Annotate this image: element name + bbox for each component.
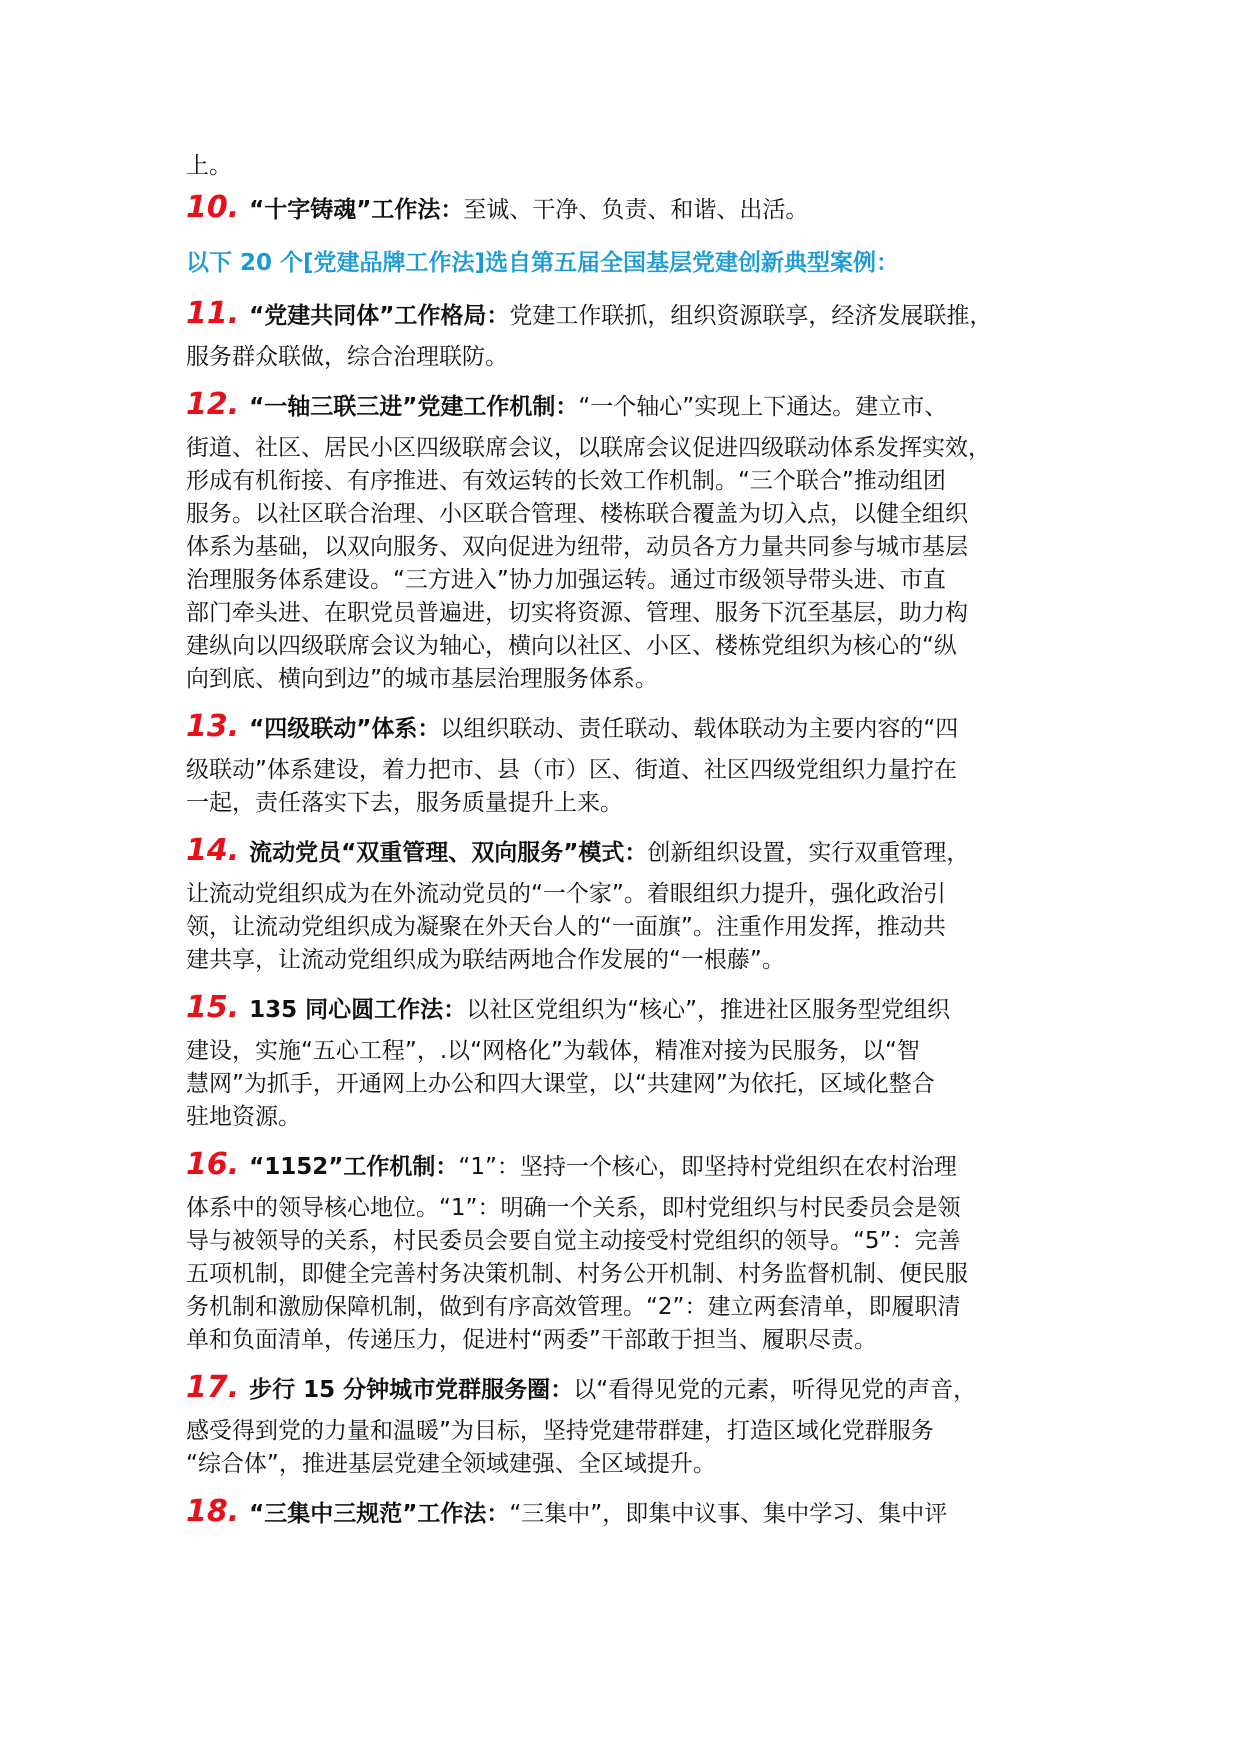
item-colon: ： (435, 1154, 459, 1180)
item-text-line: 形成有机衔接、有序推进、有效运转的长效工作机制。“三个联合”推动组团 (186, 468, 946, 494)
item-colon: ： (440, 197, 464, 223)
item-text-line: 部门牵头进、在职党员普遍进，切实将资源、管理、服务下沉至基层，助力构 (186, 600, 968, 626)
item-heading (186, 1140, 1062, 1192)
item-heading (186, 1363, 1062, 1415)
item-number: 16. (186, 1147, 240, 1182)
list-item-16 (186, 1140, 1062, 1357)
item-heading (186, 826, 1062, 878)
item-text-first-line: “三集中”，即集中议事、集中学习、集中评 (509, 1501, 948, 1527)
list-item-14 (186, 826, 1062, 977)
item-title: “一轴三联三进”党建工作机制 (249, 394, 556, 420)
item-colon: ： (443, 997, 467, 1023)
item-title: “1152”工作机制 (249, 1154, 436, 1180)
item-text-line: 感受得到党的力量和温暖”为目标，坚持党建带群建，打造区域化党群服务 (186, 1418, 934, 1444)
section-intro: 以下 20 个[党建品牌工作法]选自第五届全国基层党建创新典型案例： (186, 250, 900, 276)
item-text-line: 导与被领导的关系，村民委员会要自觉主动接受村党组织的领导。“5”：完善 (186, 1228, 961, 1254)
item-number: 15. (186, 990, 240, 1025)
item-text-first-line: 党建工作联抓，组织资源联享，经济发展联推， (509, 303, 993, 329)
item-heading (186, 702, 1062, 754)
item-colon: ： (550, 1377, 574, 1403)
item-text-line: 建纵向以四级联席会议为轴心，横向以社区、小区、楼栋党组织为核心的“纵 (186, 633, 957, 659)
item-title: “三集中三规范”工作法 (249, 1501, 487, 1527)
item-colon: ： (555, 394, 579, 420)
item-colon: ： (486, 1501, 510, 1527)
item-colon: ： (486, 303, 510, 329)
list-item-15 (186, 983, 1062, 1134)
item-text-line: 单和负面清单，传递压力，促进村“两委”干部敢于担当、履职尽责。 (186, 1327, 877, 1353)
item-title: “党建共同体”工作格局 (249, 303, 487, 329)
item-number: 11. (186, 296, 240, 331)
item-body (186, 1415, 1062, 1481)
item-text-first-line: 以组织联动、责任联动、载体联动为主要内容的“四 (440, 716, 959, 742)
item-text-line: 向到底、横向到边”的城市基层治理服务体系。 (186, 666, 658, 692)
item-title: 步行 15 分钟城市党群服务圈 (249, 1377, 551, 1403)
list-item-18 (186, 1487, 1062, 1539)
item-text-line: 街道、社区、居民小区四级联席会议，以联席会议促进四级联动体系发挥实效， (186, 435, 991, 461)
list-item-11 (186, 289, 1062, 374)
item-text-line: 务机制和激励保障机制，做到有序高效管理。“2”：建立两套清单，即履职清 (186, 1294, 961, 1320)
item-number: 13. (186, 709, 240, 744)
item-number: 17. (186, 1370, 240, 1405)
item-text-first-line: 以“看得见党的元素，听得见党的声音， (573, 1377, 977, 1403)
item-number: 12. (186, 387, 240, 422)
item-text-line: 治理服务体系建设。“三方进入”协力加强运转。通过市级领导带头进、市直 (186, 567, 946, 593)
item-text-line: 一起，责任落实下去，服务质量提升上来。 (186, 790, 623, 816)
item-number: 18. (186, 1494, 240, 1529)
item-title: 135 同心圆工作法 (249, 997, 444, 1023)
item-heading (186, 289, 1062, 341)
item-text-line: 级联动”体系建设，着力把市、县（市）区、街道、社区四级党组织力量拧在 (186, 757, 957, 783)
item-text-line: 驻地资源。 (186, 1104, 301, 1130)
continuation-fragment: 上。 (186, 153, 232, 179)
item-body (186, 1192, 1062, 1357)
item-text-line: 服务。以社区联合治理、小区联合管理、楼栋联合覆盖为切入点，以健全组织 (186, 501, 968, 527)
item-colon: ： (624, 840, 648, 866)
item-text-first-line: 创新组织设置，实行双重管理， (647, 840, 970, 866)
list-item-10 (186, 183, 1062, 235)
item-body (186, 432, 1062, 696)
item-text-line: 慧网”为抓手，开通网上办公和四大课堂，以“共建网”为依托，区域化整合 (186, 1071, 935, 1097)
item-body (186, 878, 1062, 977)
item-text-line: 服务群众联做，综合治理联防。 (186, 344, 508, 370)
item-number: 10. (186, 190, 240, 225)
item-body (186, 341, 1062, 374)
item-heading (186, 1487, 1062, 1539)
item-title: 流动党员“双重管理、双向服务”模式 (249, 840, 625, 866)
item-text-line: 五项机制，即健全完善村务决策机制、村务公开机制、村务监督机制、便民服 (186, 1261, 968, 1287)
item-text-line: 建共享，让流动党组织成为联结两地合作发展的“一根藤”。 (186, 947, 785, 973)
item-text-line: “综合体”，推进基层党建全领域建强、全区域提升。 (186, 1451, 716, 1477)
item-body (186, 1035, 1062, 1134)
item-text-first-line: 以社区党组织为“核心”，推进社区服务型党组织 (466, 997, 951, 1023)
item-title: “四级联动”体系 (249, 716, 418, 742)
document-page (186, 150, 1062, 1545)
list-item-13 (186, 702, 1062, 820)
list-item-12 (186, 380, 1062, 696)
item-text-line: 体系为基础，以双向服务、双向促进为纽带，动员各方力量共同参与城市基层 (186, 534, 968, 560)
item-colon: ： (417, 716, 441, 742)
item-heading (186, 983, 1062, 1035)
item-text-first-line: 至诚、干净、负责、和谐、出活。 (463, 197, 809, 223)
item-text-line: 体系中的领导核心地位。“1”：明确一个关系，即村党组织与村民委员会是领 (186, 1195, 961, 1221)
item-number: 14. (186, 833, 240, 868)
item-text-first-line: “1”：坚持一个核心，即坚持村党组织在农村治理 (458, 1154, 957, 1180)
item-text-first-line: “一个轴心”实现上下通达。建立市、 (578, 394, 948, 420)
item-text-line: 领，让流动党组织成为凝聚在外天台人的“一面旗”。注重作用发挥，推动共 (186, 914, 946, 940)
item-heading (186, 380, 1062, 432)
item-text-line: 让流动党组织成为在外流动党员的“一个家”。着眼组织力提升，强化政治引 (186, 881, 946, 907)
list-item-17 (186, 1363, 1062, 1481)
item-body (186, 754, 1062, 820)
item-text-line: 建设，实施“五心工程”，.以“网格化”为载体，精准对接为民服务，以“智 (186, 1038, 920, 1064)
item-title: “十字铸魂”工作法 (249, 197, 441, 223)
item-heading (186, 183, 1062, 235)
